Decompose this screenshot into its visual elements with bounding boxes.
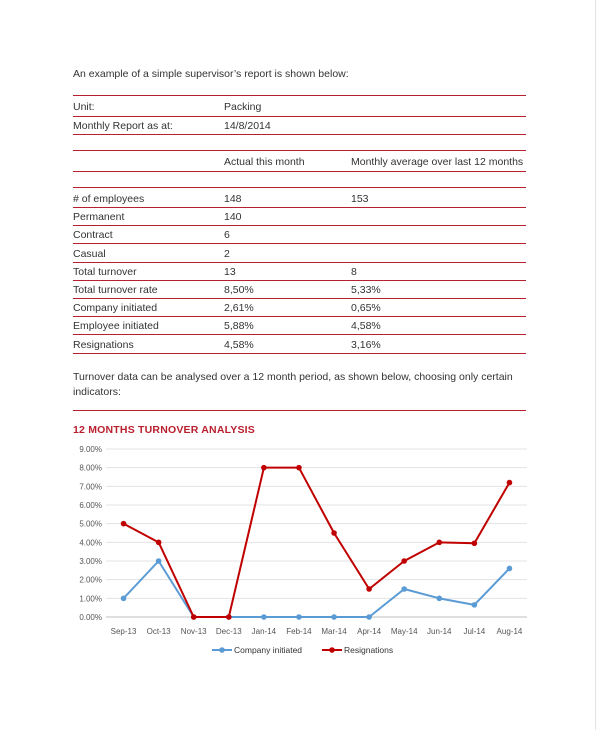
data-point bbox=[296, 465, 302, 471]
x-tick-label: Aug-14 bbox=[496, 627, 523, 636]
row-actual-value: 140 bbox=[224, 211, 242, 224]
row-label: Total turnover rate bbox=[73, 284, 158, 296]
x-tick-label: May-14 bbox=[390, 627, 418, 636]
row-actual-value: 2,61% bbox=[224, 302, 254, 315]
data-point bbox=[472, 540, 478, 546]
y-tick-label: 6.00% bbox=[79, 501, 102, 510]
row-actual-value: 6 bbox=[224, 229, 230, 242]
data-point bbox=[366, 586, 372, 592]
x-tick-label: Jan-14 bbox=[251, 627, 277, 636]
row-average-value: 153 bbox=[351, 193, 369, 205]
chart-gridlines bbox=[106, 449, 527, 617]
row-label: Casual bbox=[73, 247, 106, 260]
row-label: Contract bbox=[73, 229, 113, 242]
col-header-average: Monthly average over last 12 months bbox=[351, 156, 524, 168]
data-point bbox=[191, 614, 197, 620]
row-label: Total turnover bbox=[73, 265, 137, 278]
data-point bbox=[507, 566, 513, 572]
y-tick-label: 5.00% bbox=[79, 519, 102, 529]
data-point bbox=[121, 521, 127, 527]
row-actual-value: 8,50% bbox=[224, 284, 254, 296]
data-point bbox=[507, 480, 513, 486]
x-tick-label: Feb-14 bbox=[286, 627, 312, 636]
data-point bbox=[261, 465, 267, 471]
data-point bbox=[331, 530, 337, 536]
row-actual-value: 2 bbox=[224, 247, 230, 260]
unit-label: Unit: bbox=[73, 101, 95, 113]
data-point bbox=[156, 540, 162, 546]
unit-value: Packing bbox=[224, 101, 262, 113]
y-tick-label: 3.00% bbox=[79, 557, 102, 566]
col-header-actual: Actual this month bbox=[224, 156, 305, 168]
y-tick-label: 1.00% bbox=[79, 594, 102, 604]
row-average-value: 4,58% bbox=[351, 320, 381, 333]
row-label: # of employees bbox=[73, 193, 145, 205]
row-actual-value: 148 bbox=[224, 193, 242, 205]
analysis-paragraph: Turnover data can be analysed over a 12 month period, as shown below, choosing only certain indicators: bbox=[73, 371, 513, 398]
y-tick-label: 9.00% bbox=[79, 445, 102, 454]
chart-legend bbox=[212, 645, 393, 655]
report-date-value: 14/8/2014 bbox=[224, 120, 271, 132]
y-tick-label: 4.00% bbox=[79, 538, 102, 548]
x-tick-label: Mar-14 bbox=[321, 627, 347, 636]
x-tick-label: Dec-13 bbox=[215, 627, 242, 636]
row-average-value: 3,16% bbox=[351, 338, 381, 351]
x-tick-label: Sep-13 bbox=[110, 627, 137, 636]
row-label: Permanent bbox=[73, 211, 125, 224]
intro-text: An example of a simple supervisor’s report is shown below: bbox=[73, 68, 349, 80]
legend-marker bbox=[219, 647, 225, 653]
data-point bbox=[331, 614, 337, 620]
report-date-label: Monthly Report as at: bbox=[73, 120, 173, 132]
x-tick-label: Oct-13 bbox=[146, 627, 171, 636]
data-point bbox=[436, 540, 442, 546]
y-tick-label: 0.00% bbox=[79, 613, 102, 622]
row-label: Company initiated bbox=[73, 302, 158, 315]
row-label: Employee initiated bbox=[73, 320, 159, 333]
data-point bbox=[436, 596, 442, 602]
y-tick-label: 7.00% bbox=[79, 482, 102, 492]
y-axis-ticks bbox=[79, 445, 102, 622]
x-tick-label: Jun-14 bbox=[427, 627, 452, 636]
row-average-value: 8 bbox=[351, 265, 357, 278]
row-average-value: 5,33% bbox=[351, 284, 381, 296]
data-point bbox=[472, 602, 478, 608]
row-average-value: 0,65% bbox=[351, 302, 381, 315]
y-tick-label: 2.00% bbox=[79, 575, 102, 585]
legend-label: Company initiated bbox=[234, 645, 303, 655]
row-actual-value: 13 bbox=[224, 265, 236, 278]
x-tick-label: Nov-13 bbox=[180, 627, 207, 636]
data-point bbox=[366, 614, 372, 620]
data-point bbox=[121, 596, 127, 602]
data-point bbox=[296, 614, 302, 620]
legend-marker bbox=[329, 647, 335, 653]
data-point bbox=[156, 558, 162, 564]
data-point bbox=[261, 614, 267, 620]
row-label: Resignations bbox=[73, 338, 134, 351]
row-actual-value: 4,58% bbox=[224, 338, 254, 351]
row-actual-value: 5,88% bbox=[224, 320, 254, 333]
x-tick-label: Jul-14 bbox=[463, 627, 486, 636]
data-point bbox=[226, 614, 232, 620]
data-point bbox=[401, 586, 407, 592]
x-tick-label: Apr-14 bbox=[357, 627, 382, 636]
y-tick-label: 8.00% bbox=[79, 463, 102, 473]
x-axis-ticks bbox=[111, 627, 523, 636]
data-point bbox=[401, 558, 407, 564]
legend-label: Resignations bbox=[344, 645, 394, 655]
chart-title: 12 MONTHS TURNOVER ANALYSIS bbox=[73, 424, 255, 436]
